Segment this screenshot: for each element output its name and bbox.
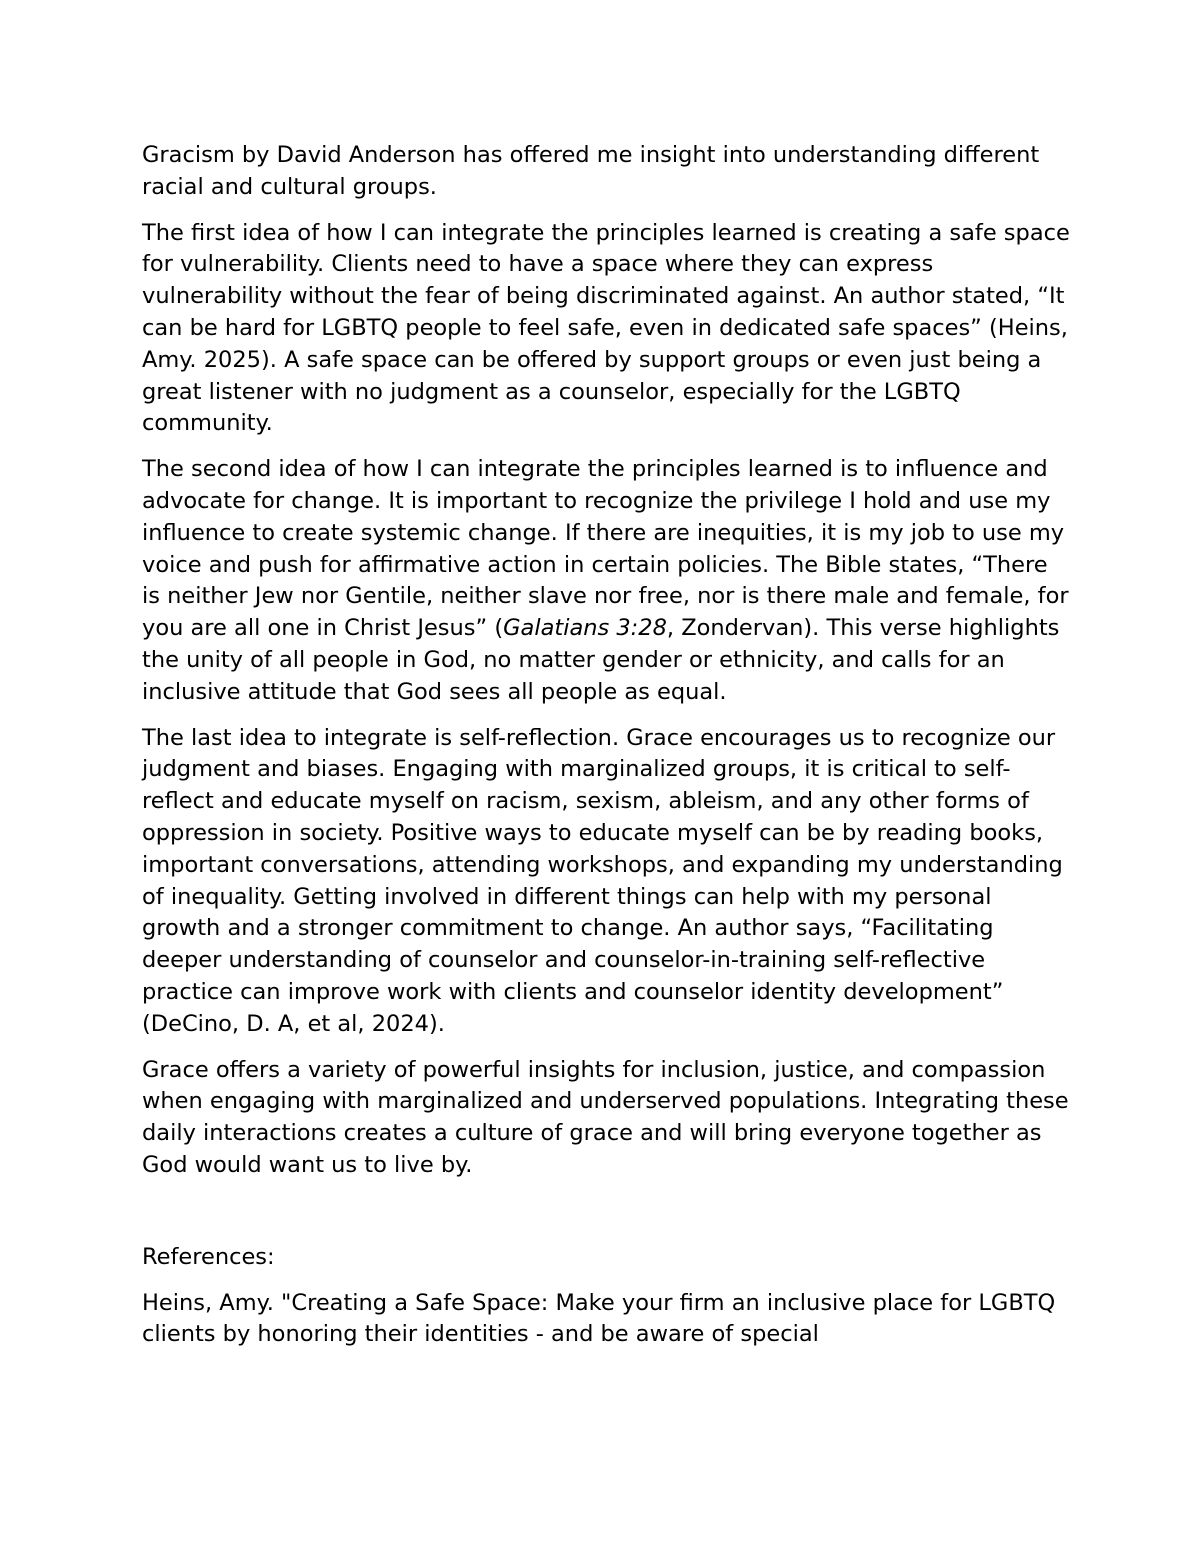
paragraph-advocacy-text-1: The second idea of how I can integrate the principles learned is to influence and advocate for change. It is important to recognize the privilege I hold and use my influence to create systemic change. If there are inequities, it is my job to use my voice and push for affirmative action in certain policies. The Bible states, “There is neither Jew nor Gentile, neither slave nor free, nor is there male and female, for you are all one in Christ Jesus” ( [142, 456, 1069, 642]
paragraph-safe-space: The first idea of how I can integrate the principles learned is creating a safe space for vulnerability. Clients need to have a space where they can express vulnerability without the fear of being discriminated against. An author stated, “It can be hard for LGBTQ people to feel safe, even in dedicated safe spaces” (Heins, Amy. 2025). A safe space can be offered by support groups or even just being a great listener with no judgment as a counselor, especially for the LGBTQ community. [142, 219, 1070, 437]
references-heading: References: [142, 1243, 275, 1270]
paragraph-advocacy-text-2: , Zondervan). This verse highlights the unity of all people in God, no matter gender or ethnicity, and calls for an inclusive attitude that God sees all people as equal. [142, 615, 1060, 705]
bible-citation: Galatians 3:28 [503, 615, 667, 642]
reference-entry: Heins, Amy. "Creating a Safe Space: Make your firm an inclusive place for LGBTQ clients by honoring their identities - and be aware of special [142, 1289, 1056, 1348]
paragraph-intro: Gracism by David Anderson has offered me insight into understanding different racial and cultural groups. [142, 142, 1040, 200]
blank-line [142, 1196, 1072, 1242]
paragraph-self-reflection: The last idea to integrate is self-reflection. Grace encourages us to recognize our judgment and biases. Engaging with marginalized groups, it is critical to self-reflect and educate myself on racism, sexism, ableism, and any other forms of oppression in society. Positive ways to educate myself can be by reading books, important conversations, attending workshops, and expanding my understanding of inequality. Getting involved in different things can help with my personal growth and a stronger commitment to change. An author says, “Facilitating deeper understanding of counselor and counselor-in-training self-reflective practice can improve work with clients and counselor identity development” (DeCino, D. A, et al, 2024). [142, 724, 1063, 1037]
paragraph-conclusion: Grace offers a variety of powerful insights for inclusion, justice, and compassion when engaging with marginalized and underserved populations. Integrating these daily interactions creates a culture of grace and will bring everyone together as God would want us to live by. [142, 1056, 1069, 1178]
paragraph-advocacy [142, 454, 1072, 708]
document-body [142, 140, 1072, 1365]
